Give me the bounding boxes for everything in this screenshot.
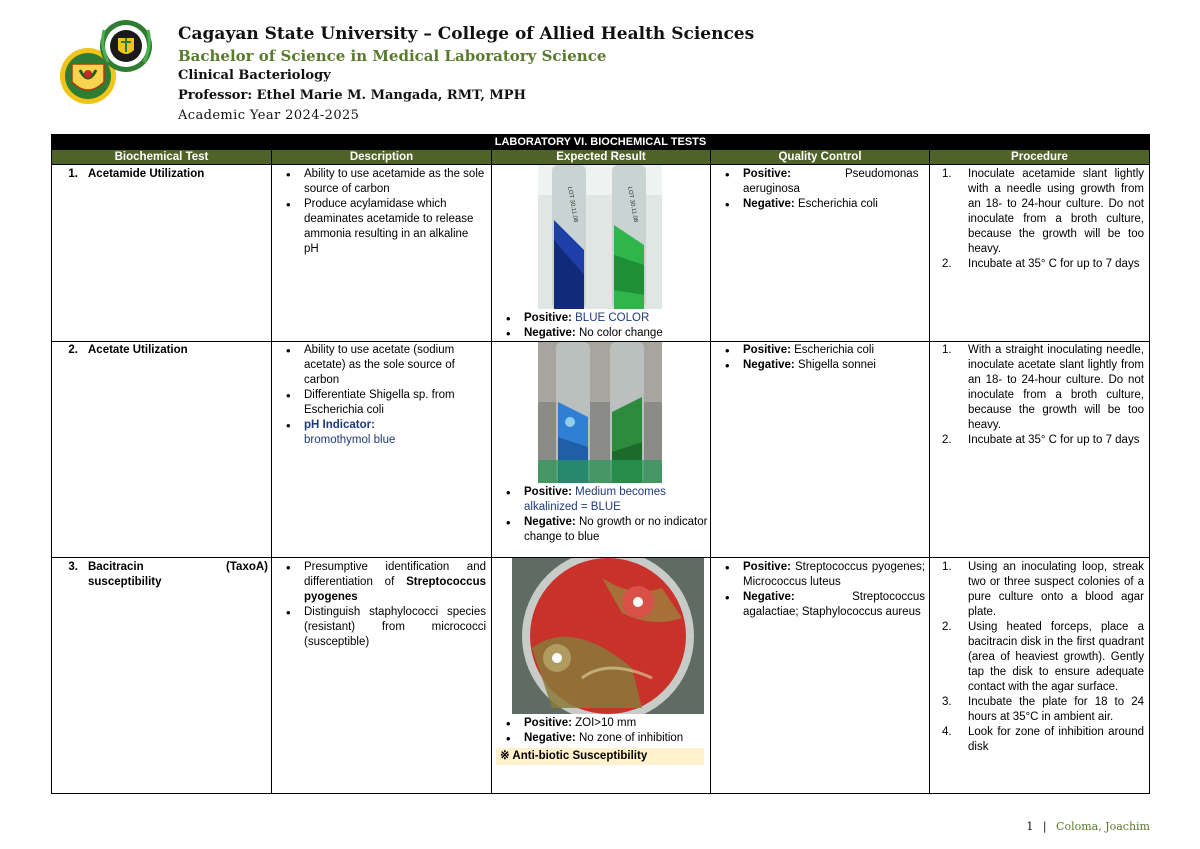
list-item: 4. Look for zone of inhibition around disk [942, 726, 1144, 753]
list-item: • Positive: ZOI>10 mm [496, 716, 708, 731]
acetamide-procedure [932, 167, 1144, 272]
list-item: • Negative: Streptococcus agalactiae; Staphylococcus aureus [715, 590, 925, 620]
bacitracin-procedure [932, 560, 1144, 755]
acetamide-quality-control [715, 167, 925, 212]
university-title: Cagayan State University – College of Allied Health Sciences [178, 24, 755, 44]
list-item: • pH Indicator: bromothymol blue [276, 418, 486, 448]
table-title: LABORATORY VI. BIOCHEMICAL TESTS [52, 135, 1149, 150]
table-row-acetate-test: 2. Acetate Utilization [68, 344, 188, 356]
list-item: • Negative: No growth or no indicator change to blue [496, 515, 708, 545]
column-header-test: Biochemical Test [52, 150, 271, 164]
acetate-expected-result [496, 485, 708, 545]
biochemical-tests-table [51, 134, 1150, 794]
list-item: 1. Inoculate acetamide slant lightly with a needle using growth from an 18- to 24-hour culture. Do not inoculate from a broth culture, because the growth will be too heavy. [942, 168, 1144, 255]
svg-text:LOT 30.11.08: LOT 30.11.08 [626, 186, 639, 223]
course-name: Clinical Bacteriology [178, 68, 331, 83]
program-title: Bachelor of Science in Medical Laboratory Science [178, 47, 607, 65]
list-item: 3. Incubate the plate for 18 to 24 hours at 35°C in ambient air. [942, 696, 1144, 723]
footer-separator: | [1042, 820, 1047, 833]
list-item: 2. Incubate at 35° C for up to 7 days [942, 434, 1140, 446]
grid-line [271, 150, 272, 793]
list-item: • Distinguish staphylococci species (resistant) from micrococci (susceptible) [276, 605, 486, 650]
acetamide-slant-tubes-image [538, 165, 662, 309]
list-item: • Ability to use acetate (sodium acetate) as the sole source of carbon [276, 343, 486, 388]
column-header-description: Description [272, 150, 491, 164]
list-item: • Positive: BLUE COLOR [496, 311, 708, 326]
academic-year: Academic Year 2024-2025 [178, 108, 360, 123]
list-item: • Negative: Escherichia coli [715, 197, 925, 212]
list-item: • Positive: Streptococcus pyogenes; Micrococcus luteus [715, 560, 925, 590]
list-item: • Negative: No zone of inhibition [496, 731, 708, 746]
acetamide-description [276, 167, 486, 257]
cahs-seal-logo [100, 20, 152, 72]
professor-name: Professor: Ethel Marie M. Mangada, RMT, MPH [178, 88, 526, 103]
acetate-procedure [932, 343, 1144, 448]
table-row-acetamide-test: 1. Acetamide Utilization [68, 168, 205, 180]
bacitracin-expected-result [496, 716, 708, 765]
list-item: • Produce acylamidase which deaminates acetamide to release ammonia resulting in an alkaline pH [276, 197, 486, 257]
document-header [178, 22, 754, 126]
acetamide-expected-result [496, 311, 708, 341]
grid-line [491, 150, 492, 793]
table-row-bacitracin-test: 3. Bacitracin (TaxoA) susceptibility [68, 561, 268, 588]
grid-line [710, 150, 711, 793]
list-item: • Negative: No color change [496, 326, 708, 341]
list-item: • Positive: Pseudomonas aeruginosa [715, 167, 925, 197]
list-item: 2. Incubate at 35° C for up to 7 days [942, 258, 1140, 270]
column-header-procedure: Procedure [930, 150, 1149, 164]
column-header-qc: Quality Control [711, 150, 929, 164]
bacitracin-quality-control [715, 560, 925, 620]
bacitracin-blood-agar-plate-image [512, 558, 704, 714]
page-number: 1 [1026, 820, 1034, 833]
list-item: • Differentiate Shigella sp. from Escherichia coli [276, 388, 486, 418]
column-header-result: Expected Result [492, 150, 710, 164]
list-item: 2. Using heated forceps, place a bacitracin disk in the first quadrant (area of heaviest growth). Gently tap the disk to ensure adequate contact with the agar surface. [942, 621, 1144, 693]
list-item: • Positive: Escherichia coli [715, 343, 925, 358]
antibiotic-susceptibility-note: ※ Anti-biotic Susceptibility [496, 748, 704, 765]
bacitracin-description [276, 560, 486, 650]
list-item: • Positive: Medium becomes alkalinized = BLUE [496, 485, 708, 515]
list-item: • Negative: Shigella sonnei [715, 358, 925, 373]
grid-line [929, 150, 930, 793]
footer-author: Coloma, Joachim [1056, 820, 1150, 833]
university-logos [58, 16, 168, 120]
acetate-quality-control [715, 343, 925, 373]
acetate-description [276, 343, 486, 448]
list-item: • Presumptive identification and differentiation of Streptococcus pyogenes [276, 560, 486, 605]
svg-text:LOT 30.11.08: LOT 30.11.08 [566, 186, 579, 223]
list-item: 1. Using an inoculating loop, streak two or three suspect colonies of a pure culture onto a blood agar plate. [942, 561, 1144, 618]
page-footer [1026, 820, 1150, 833]
acetate-slant-tubes-image [538, 342, 662, 483]
list-item: 1. With a straight inoculating needle, inoculate acetate slant lightly from an 18- to 24-hour culture. Do not inoculate from a broth culture, because the growth will be too heavy. [942, 344, 1144, 431]
list-item: • Ability to use acetamide as the sole source of carbon [276, 167, 486, 197]
